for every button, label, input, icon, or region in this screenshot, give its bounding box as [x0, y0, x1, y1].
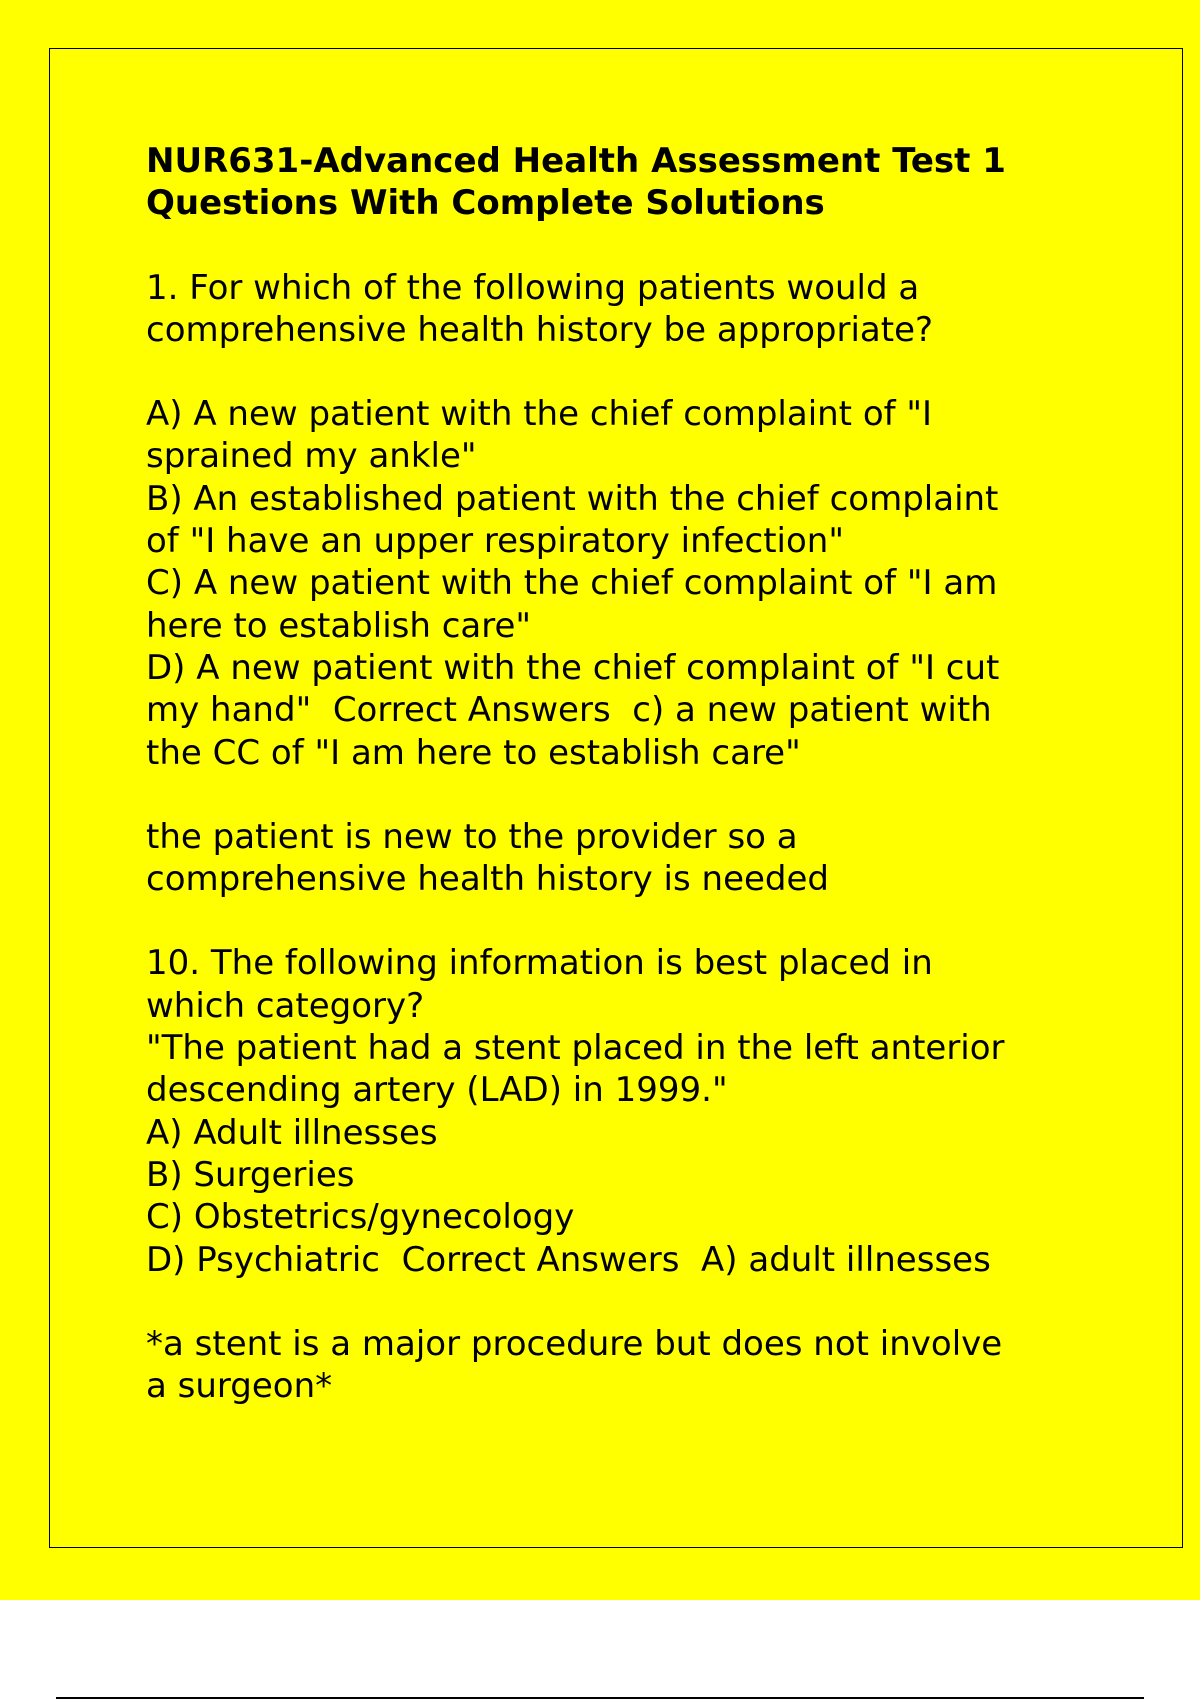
option-line: C) Obstetrics/gynecology — [146, 1197, 575, 1238]
document-content — [146, 140, 1086, 1449]
option-line: of "I have an upper respiratory infection" — [146, 521, 844, 562]
question-line: comprehensive health history be appropriate? — [146, 309, 934, 350]
question-1-rationale — [146, 816, 1086, 901]
option-line: here to establish care" — [146, 605, 532, 646]
question-1-text — [146, 267, 1086, 352]
document-title — [146, 140, 1086, 225]
option-line: B) Surgeries — [146, 1154, 355, 1195]
option-line: my hand" Correct Answers c) a new patient with — [146, 690, 992, 731]
rationale-line: a surgeon* — [146, 1366, 333, 1407]
option-line: D) Psychiatric Correct Answers A) adult illnesses — [146, 1239, 991, 1280]
bottom-divider — [56, 1697, 1144, 1699]
question-10-rationale — [146, 1323, 1086, 1408]
option-line: sprained my ankle" — [146, 436, 477, 477]
rationale-line: the patient is new to the provider so a — [146, 816, 798, 857]
question-line: which category? — [146, 985, 425, 1026]
option-line: B) An established patient with the chief complaint — [146, 478, 999, 519]
rationale-line: *a stent is a major procedure but does not involve — [146, 1323, 1003, 1364]
question-line: descending artery (LAD) in 1999." — [146, 1070, 728, 1111]
option-line: the CC of "I am here to establish care" — [146, 732, 801, 773]
question-line: "The patient had a stent placed in the left anterior — [146, 1028, 1005, 1069]
question-10-text — [146, 942, 1086, 1280]
option-line: A) A new patient with the chief complaint of "I — [146, 394, 933, 435]
title-line: NUR631-Advanced Health Assessment Test 1 — [146, 141, 1006, 181]
option-line: D) A new patient with the chief complaint of "I cut — [146, 647, 1000, 688]
question-line: 1. For which of the following patients would a — [146, 267, 920, 308]
option-line: C) A new patient with the chief complaint of "I am — [146, 563, 998, 604]
option-line: A) Adult illnesses — [146, 1112, 438, 1153]
question-line: 10. The following information is best placed in — [146, 943, 933, 984]
question-1-options — [146, 393, 1086, 774]
title-line: Questions With Complete Solutions — [146, 183, 825, 224]
rationale-line: comprehensive health history is needed — [146, 859, 829, 900]
